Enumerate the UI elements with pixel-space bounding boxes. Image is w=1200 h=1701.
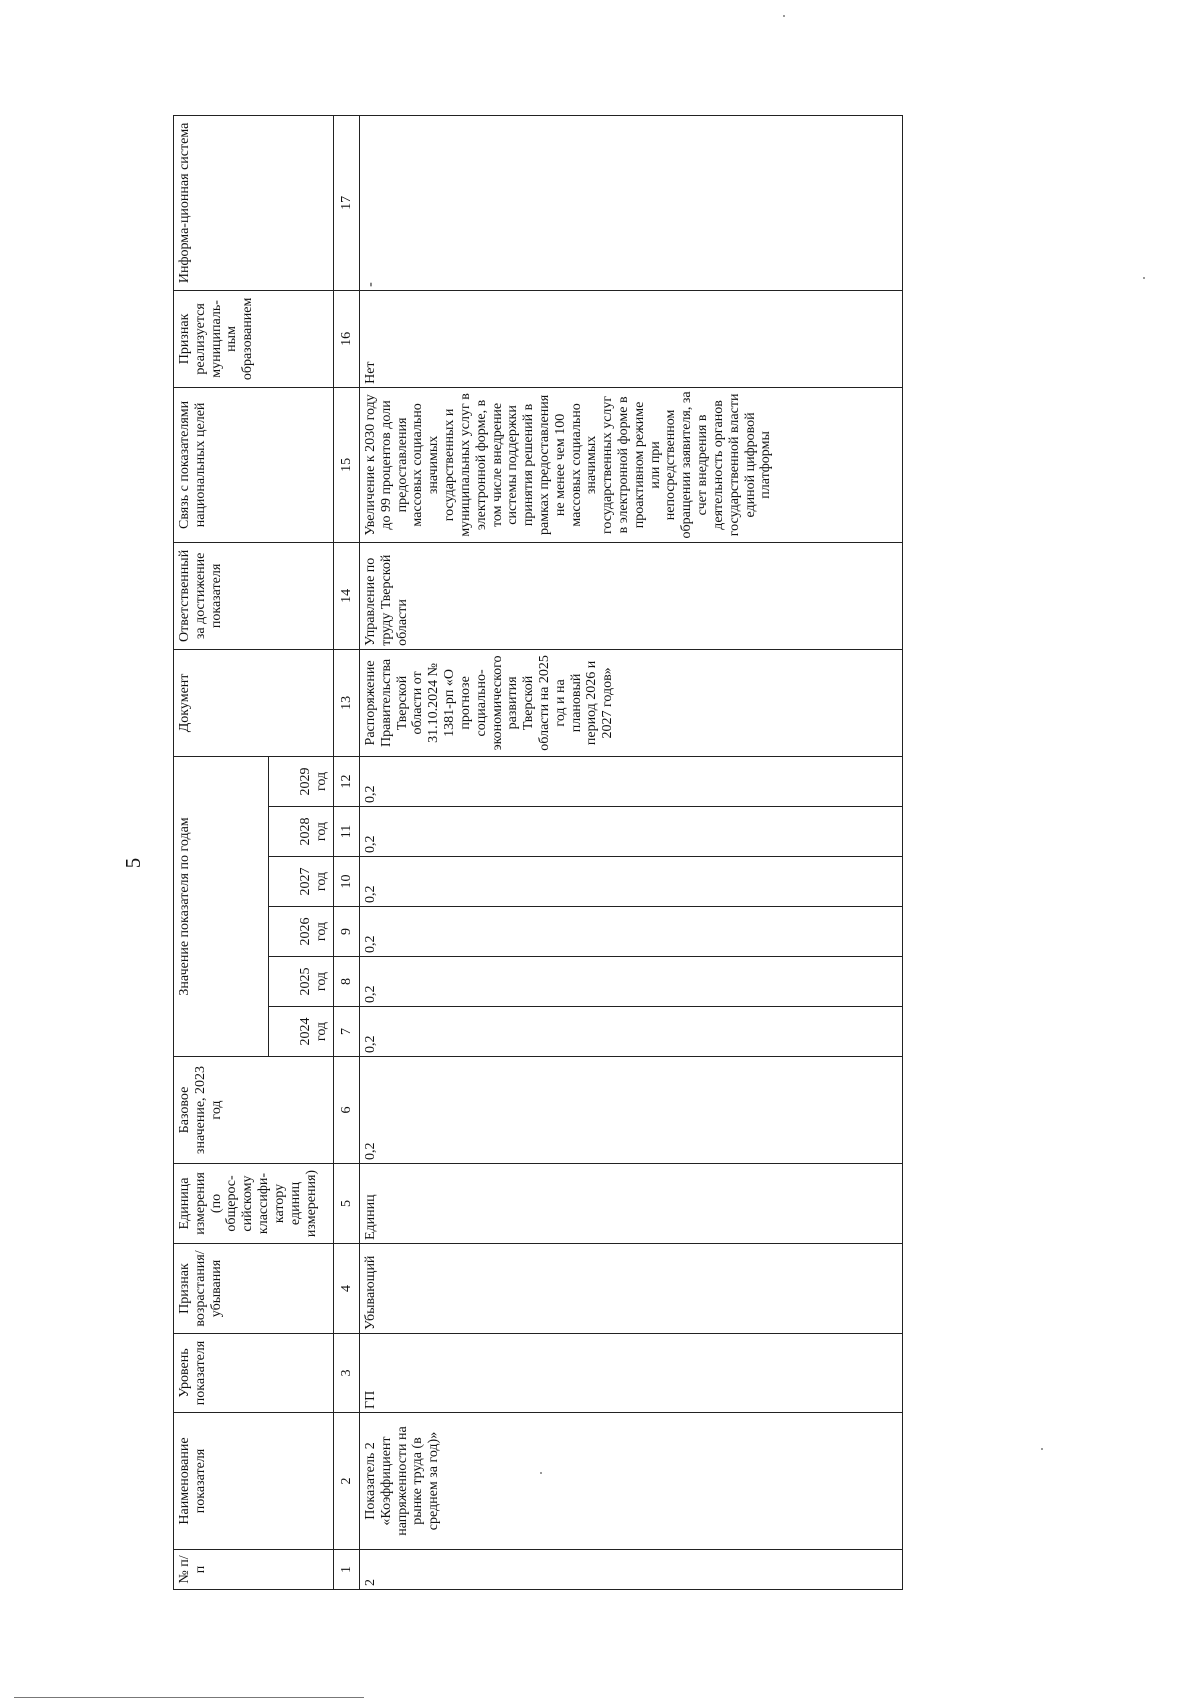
header-level: Уровень показателя [174, 1334, 334, 1413]
scan-speck [783, 15, 785, 17]
scan-speck [540, 1472, 542, 1474]
indicator-name: Показатель 2 «Коэффициент напряженности на рынке труда (в среднем за год)» [360, 1413, 903, 1550]
header-trend: Признак возрастания/ убывания [174, 1244, 334, 1334]
indicator-unit: Единиц [360, 1164, 903, 1244]
page-number: 5 [121, 857, 145, 869]
header-year-2028: 2028 год [269, 807, 334, 857]
header-name: Наименование показателя [174, 1413, 334, 1550]
column-number: 3 [334, 1334, 360, 1413]
column-number: 1 [334, 1550, 360, 1590]
column-number: 4 [334, 1244, 360, 1334]
base-value: 0,2 [360, 1057, 903, 1164]
column-number: 10 [334, 857, 360, 907]
column-numbers-row [334, 115, 360, 1589]
column-number: 9 [334, 907, 360, 957]
value-2027: 0,2 [360, 857, 903, 907]
indicator-trend: Убывающий [360, 1244, 903, 1334]
national-goals-link: Увеличение к 2030 году до 99 процентов доли предоставления массовых социально значимых государственных и муниципальных услуг в электронной форме, в том числе внедрение системы поддержки принятия решений в рамках предоставления не менее чем 100 массовых социально значимых государственных услуг в электронной форме в проактивном режиме или при непосредственном обращении заявителя, за счет внедрения в деятельность органов государственной власти единой цифровой платформы [360, 387, 903, 542]
table-row [360, 115, 903, 1589]
header-base: Базовое значение, 2023 год [174, 1057, 334, 1164]
bottom-rule [14, 1697, 364, 1698]
responsible-body: Управление по труду Тверской области [360, 542, 903, 649]
indicator-table [173, 115, 903, 1590]
value-2028: 0,2 [360, 807, 903, 857]
column-number: 16 [334, 290, 360, 387]
value-2026: 0,2 [360, 907, 903, 957]
header-num: № п/п [174, 1550, 334, 1590]
header-values-group: Значение показателя по годам [174, 756, 269, 1056]
header-year-2029: 2029 год [269, 756, 334, 806]
info-system: - [360, 115, 903, 290]
header-year-2025: 2025 год [269, 957, 334, 1007]
column-number: 11 [334, 807, 360, 857]
column-number: 6 [334, 1057, 360, 1164]
header-document: Документ [174, 649, 334, 756]
header-municipal: Признак реализуется муниципаль-ным образованием [174, 290, 334, 387]
scan-speck [1143, 277, 1145, 279]
header-info-system: Информа-ционная система [174, 115, 334, 290]
header-year-2026: 2026 год [269, 907, 334, 957]
header-year-2024: 2024 год [269, 1007, 334, 1057]
municipal-flag: Нет [360, 290, 903, 387]
column-number: 2 [334, 1413, 360, 1550]
column-number: 7 [334, 1007, 360, 1057]
indicator-table-wrapper [173, 116, 903, 1590]
header-year-2027: 2027 год [269, 857, 334, 907]
column-number: 14 [334, 542, 360, 649]
column-number: 12 [334, 756, 360, 806]
document-reference: Распоряжение Правительства Тверской области от 31.10.2024 № 1381-рп «О прогнозе социально-экономического развития Тверской области на 2025 год и на плановый период 2026 и 2027 годов» [360, 649, 903, 756]
row-num: 2 [360, 1550, 903, 1590]
value-2029: 0,2 [360, 756, 903, 806]
column-number: 13 [334, 649, 360, 756]
indicator-level: ГП [360, 1334, 903, 1413]
column-number: 8 [334, 957, 360, 1007]
column-number: 5 [334, 1164, 360, 1244]
value-2024: 0,2 [360, 1007, 903, 1057]
header-national-goals: Связь с показателями национальных целей [174, 387, 334, 542]
header-unit: Единица измерения (по общерос-сийскому классифи-катору единиц измерения) [174, 1164, 334, 1244]
column-number: 17 [334, 115, 360, 290]
value-2025: 0,2 [360, 957, 903, 1007]
header-responsible: Ответственный за достижение показателя [174, 542, 334, 649]
scan-speck [1041, 1448, 1043, 1450]
column-number: 15 [334, 387, 360, 542]
